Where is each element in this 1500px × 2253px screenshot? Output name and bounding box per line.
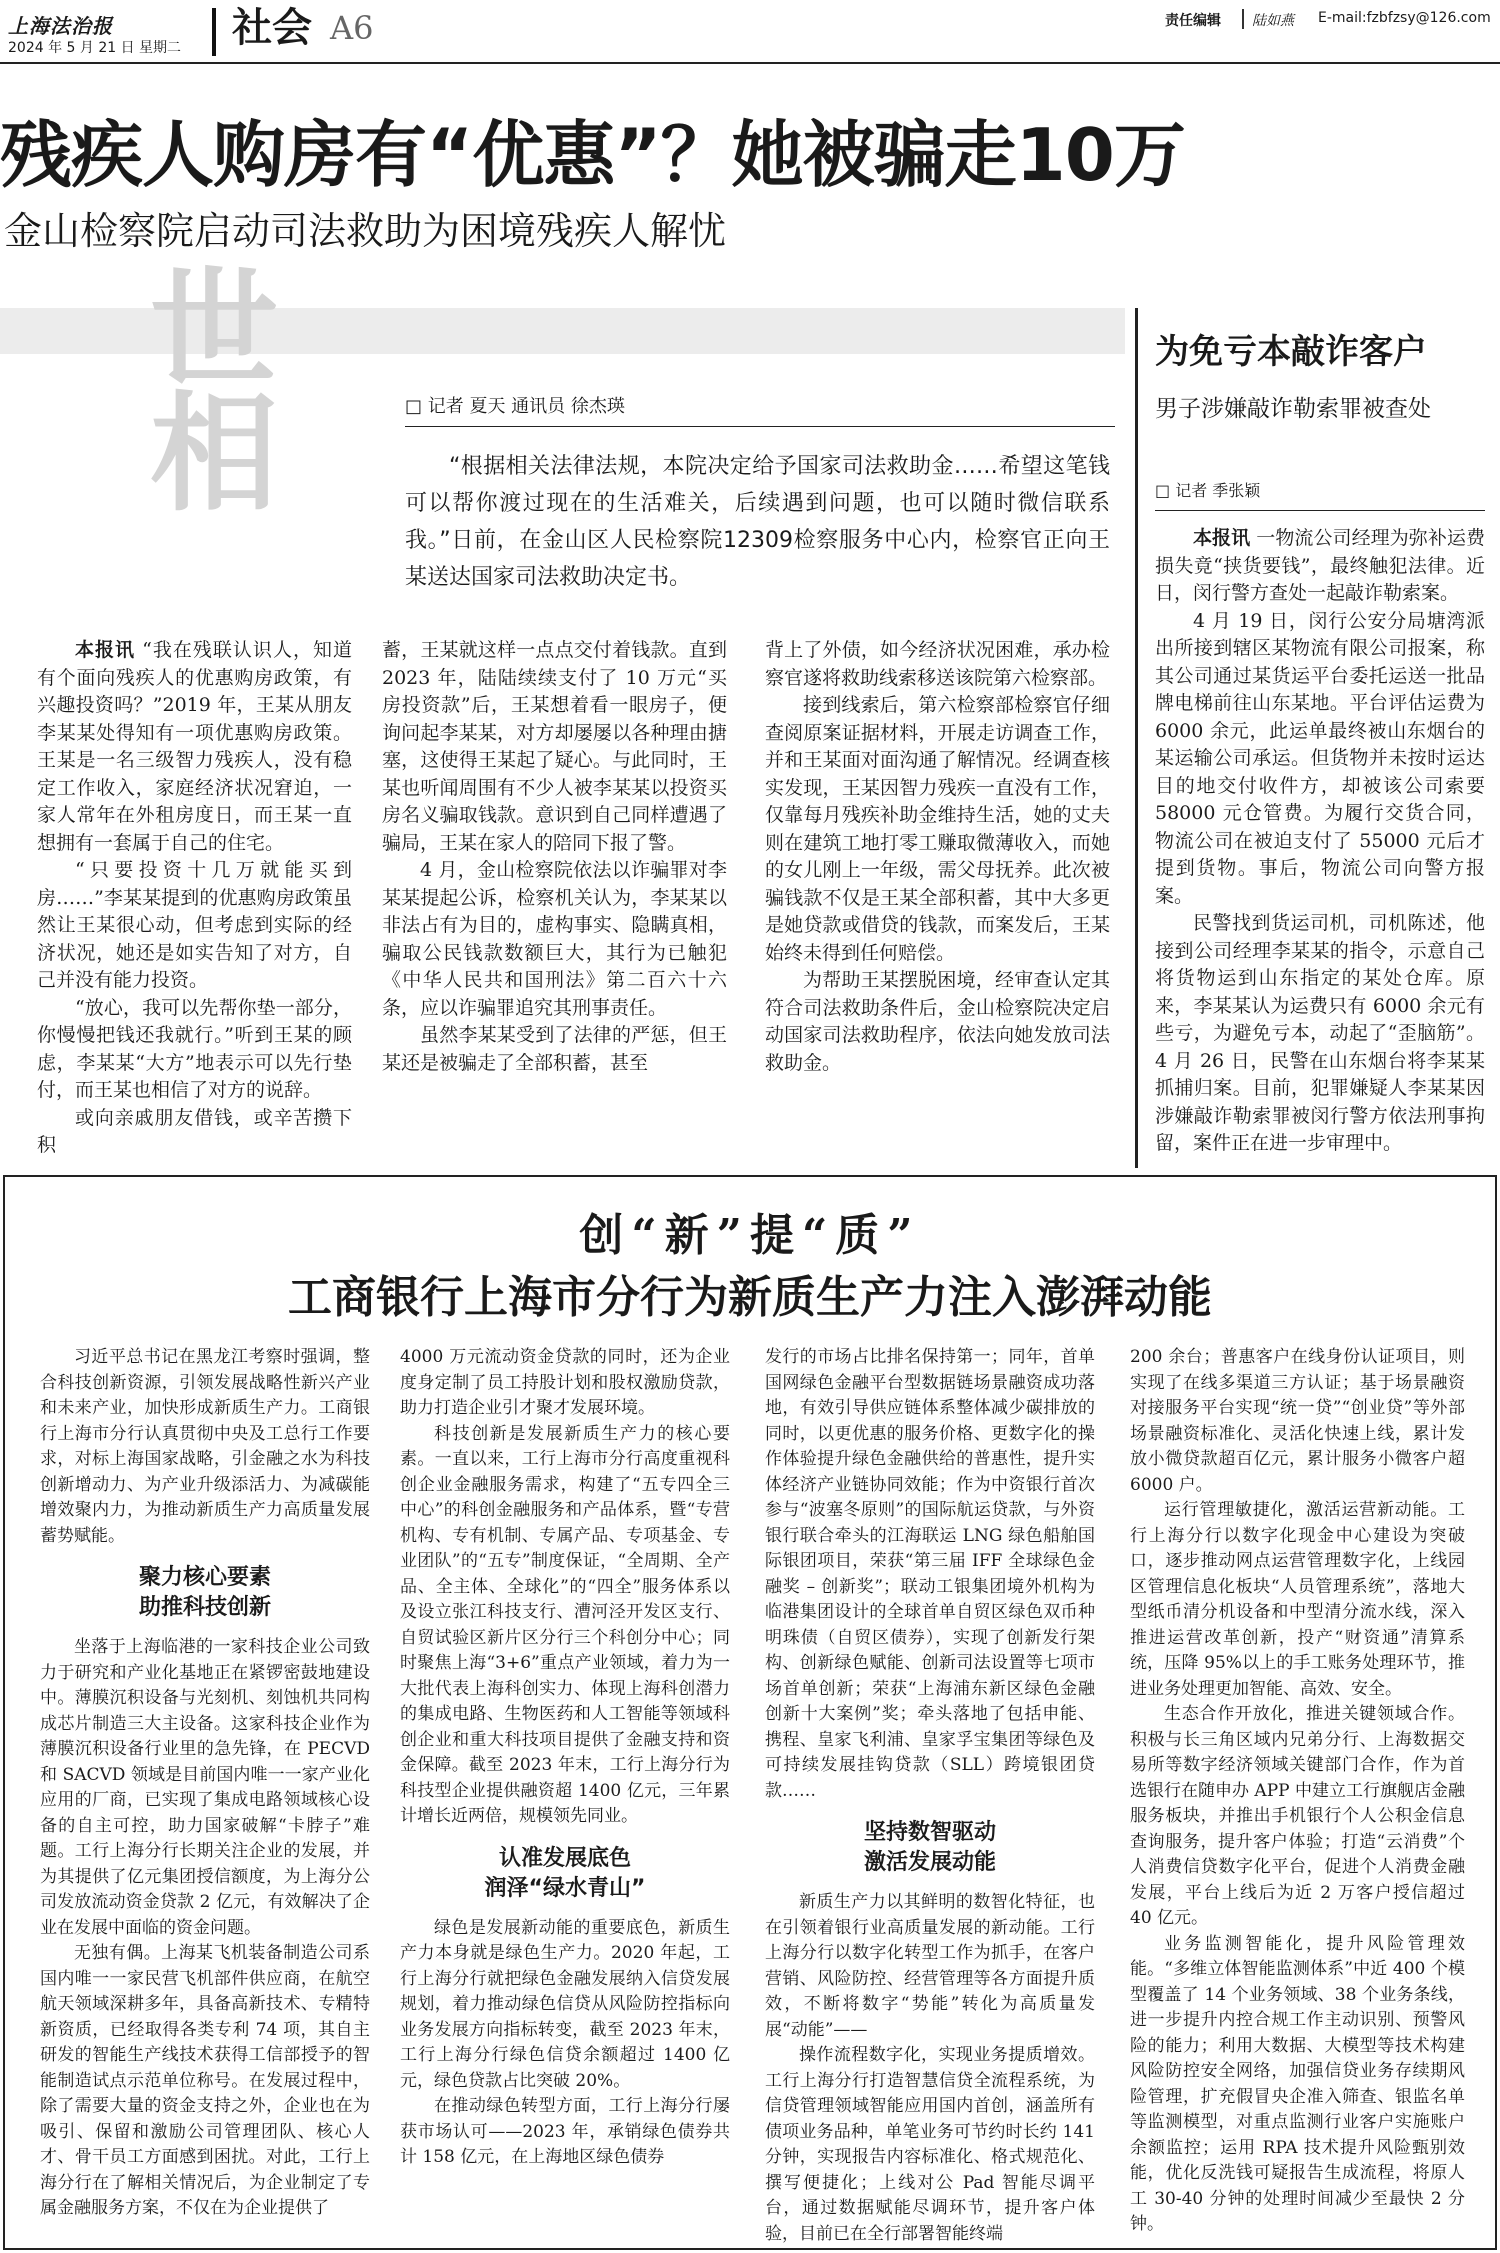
ad-column-1 — [40, 1345, 370, 2222]
newspaper-logo: 上海法治报 — [8, 14, 113, 38]
masthead-divider — [212, 8, 216, 56]
main-subheadline: 金山检察院启动司法救助为困境残疾人解忧 — [4, 209, 727, 253]
main-column-2 — [382, 637, 727, 1077]
paragraph: 运行管理敏捷化，激活运营新动能。工行上海分行以数字化现金中心建设为突破口，逐步推动网点运营管理数字化，上线园区管理信息化板块“人员管理系统”，落地大型纸币清分机设备和中型清分流水线，深入推进运营改革创新，投产“财资通”清算系统，压降 95%以上的手工账务处理环节，推进业务处理更加智能、高效、安全。 — [1130, 1500, 1465, 1699]
ad-kicker: 创“新”提“质” — [579, 1210, 921, 1261]
side-divider — [1135, 308, 1138, 1168]
paragraph: 操作流程数字化，实现业务提质增效。工行上海分行打造智慧信贷全流程系统，为信贷管理领域智能应用国内首创，涵盖所有债项业务品种，单笔业务可节约时长约 141 分钟，实现报告内容标准化、格式规范化、撰写便捷化；上线对公 Pad 智能尽调平台，通过数据赋能尽调环节，提升客户体验，目前已在全行部署智能终端 — [765, 2045, 1095, 2244]
paragraph: 生态合作开放化，推进关键领域合作。积极与长三角区域内兄弟分行、上海数据交易所等数字经济领域关键部门合作，作为首选银行在随申办 APP 中建立工行旗舰店金融服务板块，并推出手机银行个人公积金信息查询服务，提升客户体验；打造“云消费”个人消费信贷数字化平台，促进个人消费金融发展，平台上线后为近 2 万客户授信超过 40 亿元。 — [1130, 1704, 1465, 1928]
side-byline: □ 记者 季张颖 — [1155, 481, 1261, 500]
page-number: A6 — [330, 9, 374, 47]
paragraph: 4 月 19 日，闵行公安分局塘湾派出所接到辖区某物流有限公司报案，称其公司通过某货运平台委托运送一批品牌电梯前往山东某地。平台评估运费为 6000 余元，此运单最终被山东烟台的某运输公司承运。但货物并未按时运达目的地交付收件方，却被该公司索要 58000 元仓管费。为履行交货合同，物流公司在被迫支付了 55000 元后才提到货物。事后，物流公司向警方报案。 — [1155, 609, 1485, 907]
paragraph: 业务监测智能化，提升风险管理效能。“多维立体智能监测体系”中近 400 个模型覆盖了 14 个业务领域、38 个业务条线，进一步提升内控合规工作主动识别、预警风险的能力；利用大数据、大模型等技术构建风险防控安全网络，加强信贷业务存续期风险管理，扩充假冒央企准入筛查、银监名单等监测模型，对重点监测行业客户实施账户余额监控；运用 RPA 技术提升风险甄别效能，优化反洗钱可疑报告生成流程，将原人工 30-40 分钟的处理时间减少至最快 2 分钟。 — [1130, 1933, 1465, 2234]
ad-subhead-2: 认准发展底色 润泽“绿水青山” — [484, 1845, 646, 1901]
main-headline: 残疾人购房有“优惠”？她被骗走10万 — [0, 113, 1185, 197]
paragraph: 或向亲戚朋友借钱，或辛苦攒下积 — [37, 1106, 352, 1156]
paragraph: 本报讯 “我在残联认识人，知道有个面向残疾人的优惠购房政策，有兴趣投资吗？”2019 年，王某从朋友李某某处得知有一项优惠购房政策。王某是一名三级智力残疾人，没有稳定工作收入，家庭经济状况窘迫，一家人常年在外租房度日，而王某一直想拥有一套属于自己的住宅。 — [37, 639, 352, 854]
ad-subhead-3: 坚持数智驱动 激活发展动能 — [863, 1820, 996, 1875]
paragraph: 接到线索后，第六检察部检察官仔细查阅原案证据材料，开展走访调查工作，并和王某面对面沟通了解情况。经调查核实发现，王某因智力残疾一直没有工作，仅靠每月残疾补助金维持生活，她的丈夫则在建筑工地打零工赚取微薄收入，而她的女儿刚上一年级，需父母抚养。此次被骗钱款不仅是王某全部积蓄，其中大多更是她贷款或借贷的钱款，而案发后，王某始终未得到任何赔偿。 — [765, 694, 1110, 964]
paragraph: 背上了外债，如今经济状况困难，承办检察官遂将救助线索移送该院第六检察部。 — [765, 639, 1110, 689]
section-name: 社会 — [232, 5, 312, 51]
paragraph: “只要投资十几万就能买到房……”李某某提到的优惠购房政策虽然让王某很心动，但考虑到实际的经济状况，她还是如实告知了对方，自己并没有能力投资。 — [37, 859, 352, 991]
paragraph: 民警找到货运司机，司机陈述，他接到公司经理李某某的指令，示意自己将货物运到山东指定的某处仓库。原来，李某某认为运费只有 6000 余元有些亏，为避免亏本，动起了“歪脑筋”。4 月 26 日，民警在山东烟台将李某某抓捕归案。目前，犯罪嫌疑人李某某因涉嫌敲诈勒索罪被闵行警方依法刑事拘留，案件正在进一步审理中。 — [1155, 912, 1485, 1154]
main-column-1 — [37, 637, 352, 1160]
byline-rule — [405, 426, 1115, 427]
issue-date: 2024 年 5 月 21 日 星期二 — [8, 40, 182, 56]
ad-column-3 — [765, 1345, 1095, 2247]
paragraph: 蓄，王某就这样一点点交付着钱款。直到 2023 年，陆陆续续支付了 10 万元“买房投资款”后，王某想着看一眼房子，便询问起李某某，对方却屡屡以各种理由搪塞，这使得王某起了疑心。与此同时，王某也听闻周围有不少人被李某某以投资买房名义骗取钱款。意识到自己同样遭遇了骗局，王某在家人的陪同下报了警。 — [382, 639, 727, 854]
paragraph: 新质生产力以其鲜明的数智化特征，也在引领着银行业高质量发展的新动能。工行上海分行以数字化转型工作为抓手，在客户营销、风险防控、经营管理等各方面提升质效，不断将数字“势能”转化为高质量发展“动能”—— — [765, 1892, 1095, 2040]
lead-tag: 本报讯 — [75, 639, 136, 661]
paragraph: 4 月，金山检察院依法以诈骗罪对李某某提起公诉，检察机关认为，李某某以非法占有为目的，虚构事实、隐瞒真相，骗取公民钱款数额巨大，其行为已触犯《中华人民共和国刑法》第二百六十六条，应以诈骗罪追究其刑事责任。 — [382, 859, 727, 1019]
ad-column-2 — [400, 1345, 730, 2171]
paragraph: 无独有偶。上海某飞机装备制造公司系国内唯一一家民营飞机部件供应商，在航空航天领域深耕多年，具备高新技术、专精特新资质，已经取得各类专利 74 项，其自主研发的智能生产线技术获得工信部授予的智能制造试点示范单位称号。在发展过程中，除了需要大量的资金支持之外，企业也在为吸引、保留和激励公司管理团队、核心人才、骨干员工方面感到困扰。对此，工行上海分行在了解相关情况后，为企业制定了专属金融服务方案，不仅在为企业提供了 — [40, 1943, 370, 2218]
paragraph: 为帮助王某摆脱困境，经审查认定其符合司法救助条件后，金山检察院决定启动国家司法救助程序，依法向她发放司法救助金。 — [765, 969, 1110, 1074]
ad-headline: 工商银行上海市分行为新质生产力注入澎湃动能 — [288, 1272, 1212, 1323]
paragraph: 坐落于上海临港的一家科技企业公司致力于研究和产业化基地正在紧锣密鼓地建设中。薄膜沉积设备与光刻机、刻蚀机共同构成芯片制造三大主设备。这家科技企业作为薄膜沉积设备行业里的急先锋，在 PECVD 和 SACVD 领域是目前国内唯一一家产业化应用的厂商，已实现了集成电路领域核心设备的自主可控，助力国家破解“卡脖子”难题。工行上海分行长期关注企业的发展，并为其提供了亿元集团授信额度，为上海分公司发放流动资金贷款 2 亿元，有效解决了企业在发展中面临的资金问题。 — [40, 1637, 370, 1938]
paragraph: 绿色是发展新动能的重要底色，新质生产力本身就是绿色生产力。2020 年起，工行上海分行就把绿色金融发展纳入信贷发展规划，着力推动绿色信贷从风险防控指标向业务发展方向指标转变，截至 2023 年末，工行上海分行绿色信贷余额超过 1400 亿元，绿色贷款占比突破 20%。 — [400, 1917, 730, 2091]
paragraph: “放心，我可以先帮你垫一部分，你慢慢把钱还我就行。”听到王某的顾虑，李某某“大方”地表示可以先行垫付，而王某也相信了对方的说辞。 — [37, 996, 352, 1101]
paragraph: 虽然李某某受到了法律的严惩，但王某还是被骗走了全部积蓄，甚至 — [382, 1024, 727, 1074]
paragraph: 在推动绿色转型方面，工行上海分行屡获市场认可——2023 年，承销绿色债券共计 158 亿元，在上海地区绿色债券 — [400, 2096, 730, 2167]
paragraph: 4000 万元流动资金贷款的同时，还为企业度身定制了员工持股计划和股权激励贷款，助力打造企业引才聚才发展环境。 — [400, 1347, 730, 1418]
editor-name: 陆如燕 — [1252, 13, 1294, 29]
paragraph: 200 余台；普惠客户在线身份认证项目，则实现了在线多渠道三方认证；基于场景融资对接服务平台实现“统一贷”“创业贷”等外部场景融资标准化、灵活化快速上线，累计发放小微贷款超百亿元，累计服务小微客户超 6000 户。 — [1130, 1347, 1465, 1495]
ad-column-4 — [1130, 1345, 1465, 2238]
editor-divider — [1242, 9, 1244, 29]
main-byline: □ 记者 夏天 通讯员 徐杰瑛 — [405, 396, 625, 417]
paragraph: 习近平总书记在黑龙江考察时强调，整合科技创新资源，引领发展战略性新兴产业和未来产业，加快形成新质生产力。工商银行上海市分行认真贯彻中央及工总行工作要求，对标上海国家战略，引金融之水为科技创新增动力、为产业升级添活力、为减碳能增效聚内力，为推动新质生产力高质量发展蓄势赋能。 — [40, 1347, 370, 1546]
lead-tag: 本报讯 — [1193, 527, 1251, 549]
side-headline: 为免亏本敲诈客户 — [1155, 332, 1427, 372]
ad-subhead-1: 聚力核心要素 助推科技创新 — [138, 1565, 271, 1620]
editor-label: 责任编辑 — [1165, 13, 1221, 29]
paragraph: 本报讯 一物流公司经理为弥补运费损失竟“挟货要钱”，最终触犯法律。近日，闵行警方查处一起敲诈勒索案。 — [1155, 527, 1485, 604]
column-watermark: 世相 — [150, 255, 279, 529]
side-byline-rule — [1155, 510, 1485, 511]
editor-email: E-mail:fzbfzsy@126.com — [1318, 10, 1491, 26]
masthead-rule — [0, 62, 1500, 64]
side-subheadline: 男子涉嫌敲诈勒索罪被查处 — [1155, 396, 1431, 422]
paragraph: 发行的市场占比排名保持第一；同年，首单国网绿色金融平台型数据链场景融资成功落地，有效引导供应链体系整体减少碳排放的同时，以更优惠的服务价格、更数字化的操作体验提升绿色金融供给的普惠性，提升实体经济产业链协同效能；作为中资银行首次参与“波塞冬原则”的国际航运贷款，与外资银行联合牵头的江海联运 LNG 绿色船舶国际银团项目，荣获“第三届 IFF 全球绿色金融奖 – 创新奖”；联动工银集团境外机构为临港集团设计的全球首单自贸区绿色双币种明珠债（自贸区债券），实现了创新发行架构、创新绿色赋能、创新司法设置等七项市场首单创新；荣获“上海浦东新区绿色金融创新十大案例”奖；牵头落地了包括申能、携程、皇家飞利浦、皇家孚宝集团等绿色及可持续发展挂钩贷款（SLL）跨境银团贷款…… — [765, 1347, 1095, 1801]
main-intro: “根据相关法律法规，本院决定给予国家司法救助金……希望这笔钱可以帮你渡过现在的生活难关，后续遇到问题，也可以随时微信联系我。”日前，在金山区人民检察院12309检察服务中心内，检察官正向王某送达国家司法救助决定书。 — [405, 454, 1110, 590]
main-column-3 — [765, 637, 1110, 1077]
paragraph: 科技创新是发展新质生产力的核心要素。一直以来，工行上海市分行高度重视科创企业金融服务需求，构建了“五专四全三中心”的科创金融服务和产品体系，暨“专营机构、专有机制、专属产品、专项基金、专业团队”的“五专”制度保证，“全周期、全产品、全主体、全球化”的“四全”服务体系以及设立张江科技支行、漕河泾开发区支行、自贸试验区新片区分行三个科创分中心；同时聚焦上海“3+6”重点产业领域，着力为一大批代表上海科创实力、体现上海科创潜力的集成电路、生物医药和人工智能等领域科创企业和重大科技项目提供了金融支持和资金保障。截至 2023 年末，工行上海分行为科技型企业提供融资超 1400 亿元，三年累计增长近两倍，规模领先同业。 — [400, 1423, 730, 1826]
side-column — [1155, 525, 1485, 1158]
